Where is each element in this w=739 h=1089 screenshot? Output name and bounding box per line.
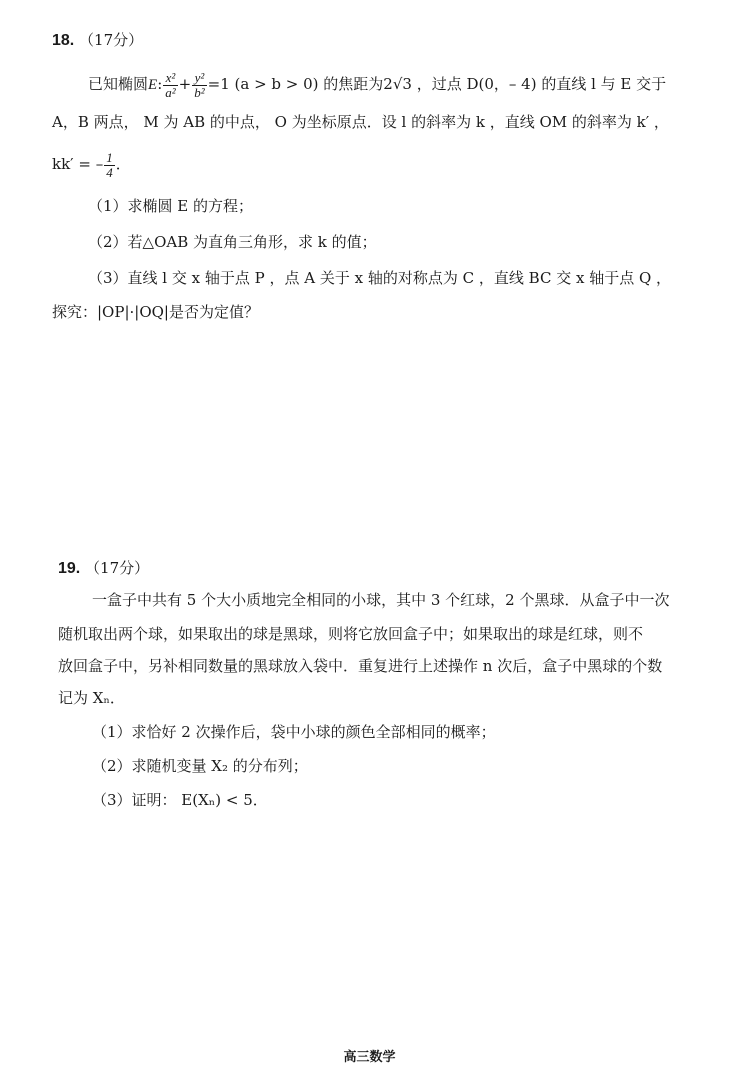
q18-header xyxy=(52,30,143,51)
q19-part1: （1）求恰好 2 次操作后，袋中小球的颜色全部相同的概率； xyxy=(92,723,496,741)
q18-line3-post: ． xyxy=(115,155,131,173)
q19-header xyxy=(58,558,149,579)
q18-score: （17分） xyxy=(79,31,144,49)
q18-line2: A，B 两点， M 为 AB 的中点， O 为坐标原点．设 l 的斜率为 k ，直线 OM 的斜率为 k′ ， xyxy=(52,113,669,131)
page-footer: 高三数学 xyxy=(343,1050,396,1065)
q18-fraction-x: $\frac{\text{x²}}{\text{a²}}$ xyxy=(165,69,176,100)
q19-line2: 随机取出两个球，如果取出的球是黑球，则将它放回盒子中；如果取出的球是红球，则不 xyxy=(58,625,644,643)
q18-fraction-quarter: $\frac{1}{4}$ xyxy=(106,149,113,180)
q18-part3-continued: 探究：|OP|·|OQ|是否为定值？ xyxy=(52,303,259,321)
q19-line1: 一盒子中共有 5 个大小质地完全相同的小球，其中 3 个红球，2 个黑球．从盒子中一次 xyxy=(92,591,670,609)
q19-part3: （3）证明： E(Xₙ) < 5． xyxy=(92,791,268,809)
q18-intro-mid: =1 (a > b > 0) 的焦距为2√3 ，过点 D(0，– 4) 的直线 l 与 E 交于 xyxy=(207,75,667,93)
q18-intro: 已知椭圆E: $\frac{\text{x²}}{\text{a²}}$ + $\frac{\text{y²}}{\text{b²}}$ =1 (a > b > 0) 的焦距为2√3 ，过点 D(0，– 4) 的直线 l 与 E 交于 xyxy=(88,69,667,100)
q18-ellipse-label: E xyxy=(148,77,158,93)
q18-line3-pre: kk′ = – xyxy=(52,155,104,173)
q19-part2: （2）求随机变量 X₂ 的分布列； xyxy=(92,757,308,775)
q18-part1: （1）求椭圆 E 的方程； xyxy=(88,197,254,215)
q19-line3: 放回盒子中，另补相同数量的黑球放入袋中．重复进行上述操作 n 次后，盒子中黑球的个数 xyxy=(58,657,663,675)
q18-part3: （3）直线 l 交 x 轴于点 P ，点 A 关于 x 轴的对称点为 C ，直线 BC 交 x 轴于点 Q ， xyxy=(88,269,672,287)
q18-plus: + xyxy=(178,75,192,93)
q18-part2: （2）若△OAB 为直角三角形，求 k 的值； xyxy=(88,233,377,251)
q19-number: 19. xyxy=(58,560,81,577)
q19-line4: 记为 Xₙ． xyxy=(58,689,125,707)
q18-intro-pre: 已知椭圆 xyxy=(88,75,149,93)
q18-fraction-y: $\frac{\text{y²}}{\text{b²}}$ xyxy=(194,69,205,100)
q18-number: 18. xyxy=(52,32,75,49)
q18-line3 xyxy=(52,148,131,180)
q19-score: （17分） xyxy=(85,559,150,577)
